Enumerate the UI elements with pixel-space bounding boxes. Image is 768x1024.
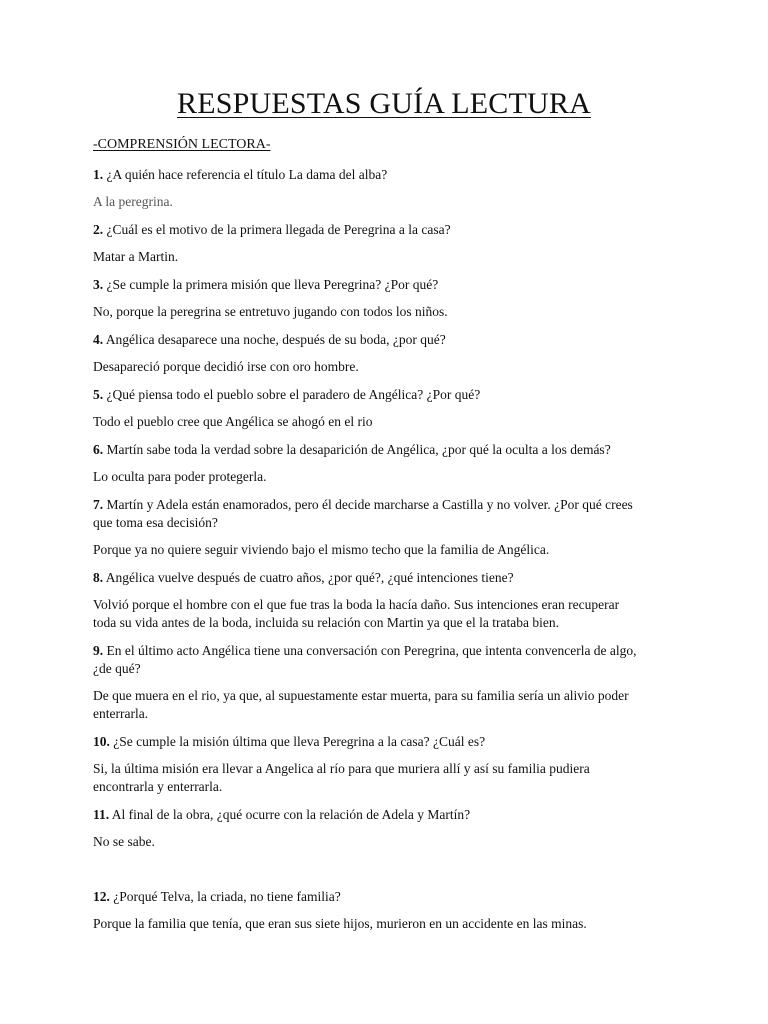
question-number: 7.: [93, 497, 104, 512]
question-number: 5.: [93, 387, 104, 402]
answer-9-continued: enterrarla.: [93, 706, 149, 721]
question-text: ¿Cuál es el motivo de la primera llegada de Peregrina a la casa?: [103, 222, 451, 237]
question-number: 8.: [93, 570, 104, 585]
question-text: ¿Se cumple la primera misión que lleva Peregrina? ¿Por qué?: [103, 277, 439, 292]
answer-8: Volvió porque el hombre con el que fue tras la boda la hacía daño. Sus intenciones eran recuperar: [93, 597, 620, 612]
question-number: 9.: [93, 643, 104, 658]
question-10: [93, 733, 673, 751]
question-text: ¿Porqué Telva, la criada, no tiene familia?: [109, 889, 341, 904]
answer-6: Lo oculta para poder protegerla.: [93, 469, 267, 484]
answer-2: Matar a Martin.: [93, 249, 179, 264]
document-title: RESPUESTAS GUÍA LECTURA: [177, 87, 591, 120]
question-6: [93, 441, 673, 459]
answer-10-continued: encontrarla y enterrarla.: [93, 779, 223, 794]
question-number: 3.: [93, 277, 104, 292]
question-text: Angélica desaparece una noche, después de su boda, ¿por qué?: [103, 332, 446, 347]
question-2: [93, 221, 673, 239]
question-text: Al final de la obra, ¿qué ocurre con la relación de Adela y Martín?: [109, 807, 471, 822]
answer-1: A la peregrina.: [93, 194, 173, 209]
question-5: [93, 386, 673, 404]
question-text: Angélica vuelve después de cuatro años, ¿por qué?, ¿qué intenciones tiene?: [103, 570, 514, 585]
question-8: [93, 569, 673, 587]
question-text: ¿Se cumple la misión última que lleva Peregrina a la casa? ¿Cuál es?: [109, 734, 486, 749]
question-4: [93, 331, 673, 349]
question-text: Martín sabe toda la verdad sobre la desaparición de Angélica, ¿por qué la oculta a los demás?: [103, 442, 611, 457]
question-3: [93, 276, 673, 294]
question-number: 1.: [93, 167, 104, 182]
question-text: En el último acto Angélica tiene una conversación con Peregrina, que intenta convencerla de algo,: [103, 643, 637, 658]
answer-5: Todo el pueblo cree que Angélica se ahogó en el rio: [93, 414, 373, 429]
question-number: 6.: [93, 442, 104, 457]
question-number: 2.: [93, 222, 104, 237]
question-7: [93, 496, 673, 514]
question-9-continued: ¿de qué?: [93, 661, 141, 676]
answer-3: No, porque la peregrina se entretuvo jugando con todos los niños.: [93, 304, 448, 319]
answer-11: No se sabe.: [93, 834, 155, 849]
question-11: [93, 806, 673, 824]
question-text: Martín y Adela están enamorados, pero él decide marcharse a Castilla y no volver. ¿Por qué crees: [103, 497, 633, 512]
question-12: [93, 888, 673, 906]
question-text: ¿A quién hace referencia el título La dama del alba?: [103, 167, 388, 182]
answer-8-continued: toda su vida antes de la boda, incluida su relación con Martin ya que el la trataba bien.: [93, 615, 559, 630]
answer-12: Porque la familia que tenía, que eran sus siete hijos, murieron en un accidente en las minas.: [93, 916, 587, 931]
answer-9: De que muera en el rio, ya que, al supuestamente estar muerta, para su familia sería un alivio poder: [93, 688, 629, 703]
section-subtitle: -COMPRENSIÓN LECTORA-: [93, 137, 271, 152]
question-number: 12.: [93, 889, 110, 904]
question-7-continued: que toma esa decisión?: [93, 515, 218, 530]
answer-10: Si, la última misión era llevar a Angelica al río para que muriera allí y así su familia pudiera: [93, 761, 590, 776]
question-text: ¿Qué piensa todo el pueblo sobre el paradero de Angélica? ¿Por qué?: [103, 387, 481, 402]
question-9: [93, 642, 673, 660]
question-number: 4.: [93, 332, 104, 347]
answer-7: Porque ya no quiere seguir viviendo bajo el mismo techo que la familia de Angélica.: [93, 542, 550, 557]
answer-4: Desapareció porque decidió irse con oro hombre.: [93, 359, 359, 374]
question-1: [93, 166, 673, 184]
question-number: 10.: [93, 734, 110, 749]
question-number: 11.: [93, 807, 110, 822]
